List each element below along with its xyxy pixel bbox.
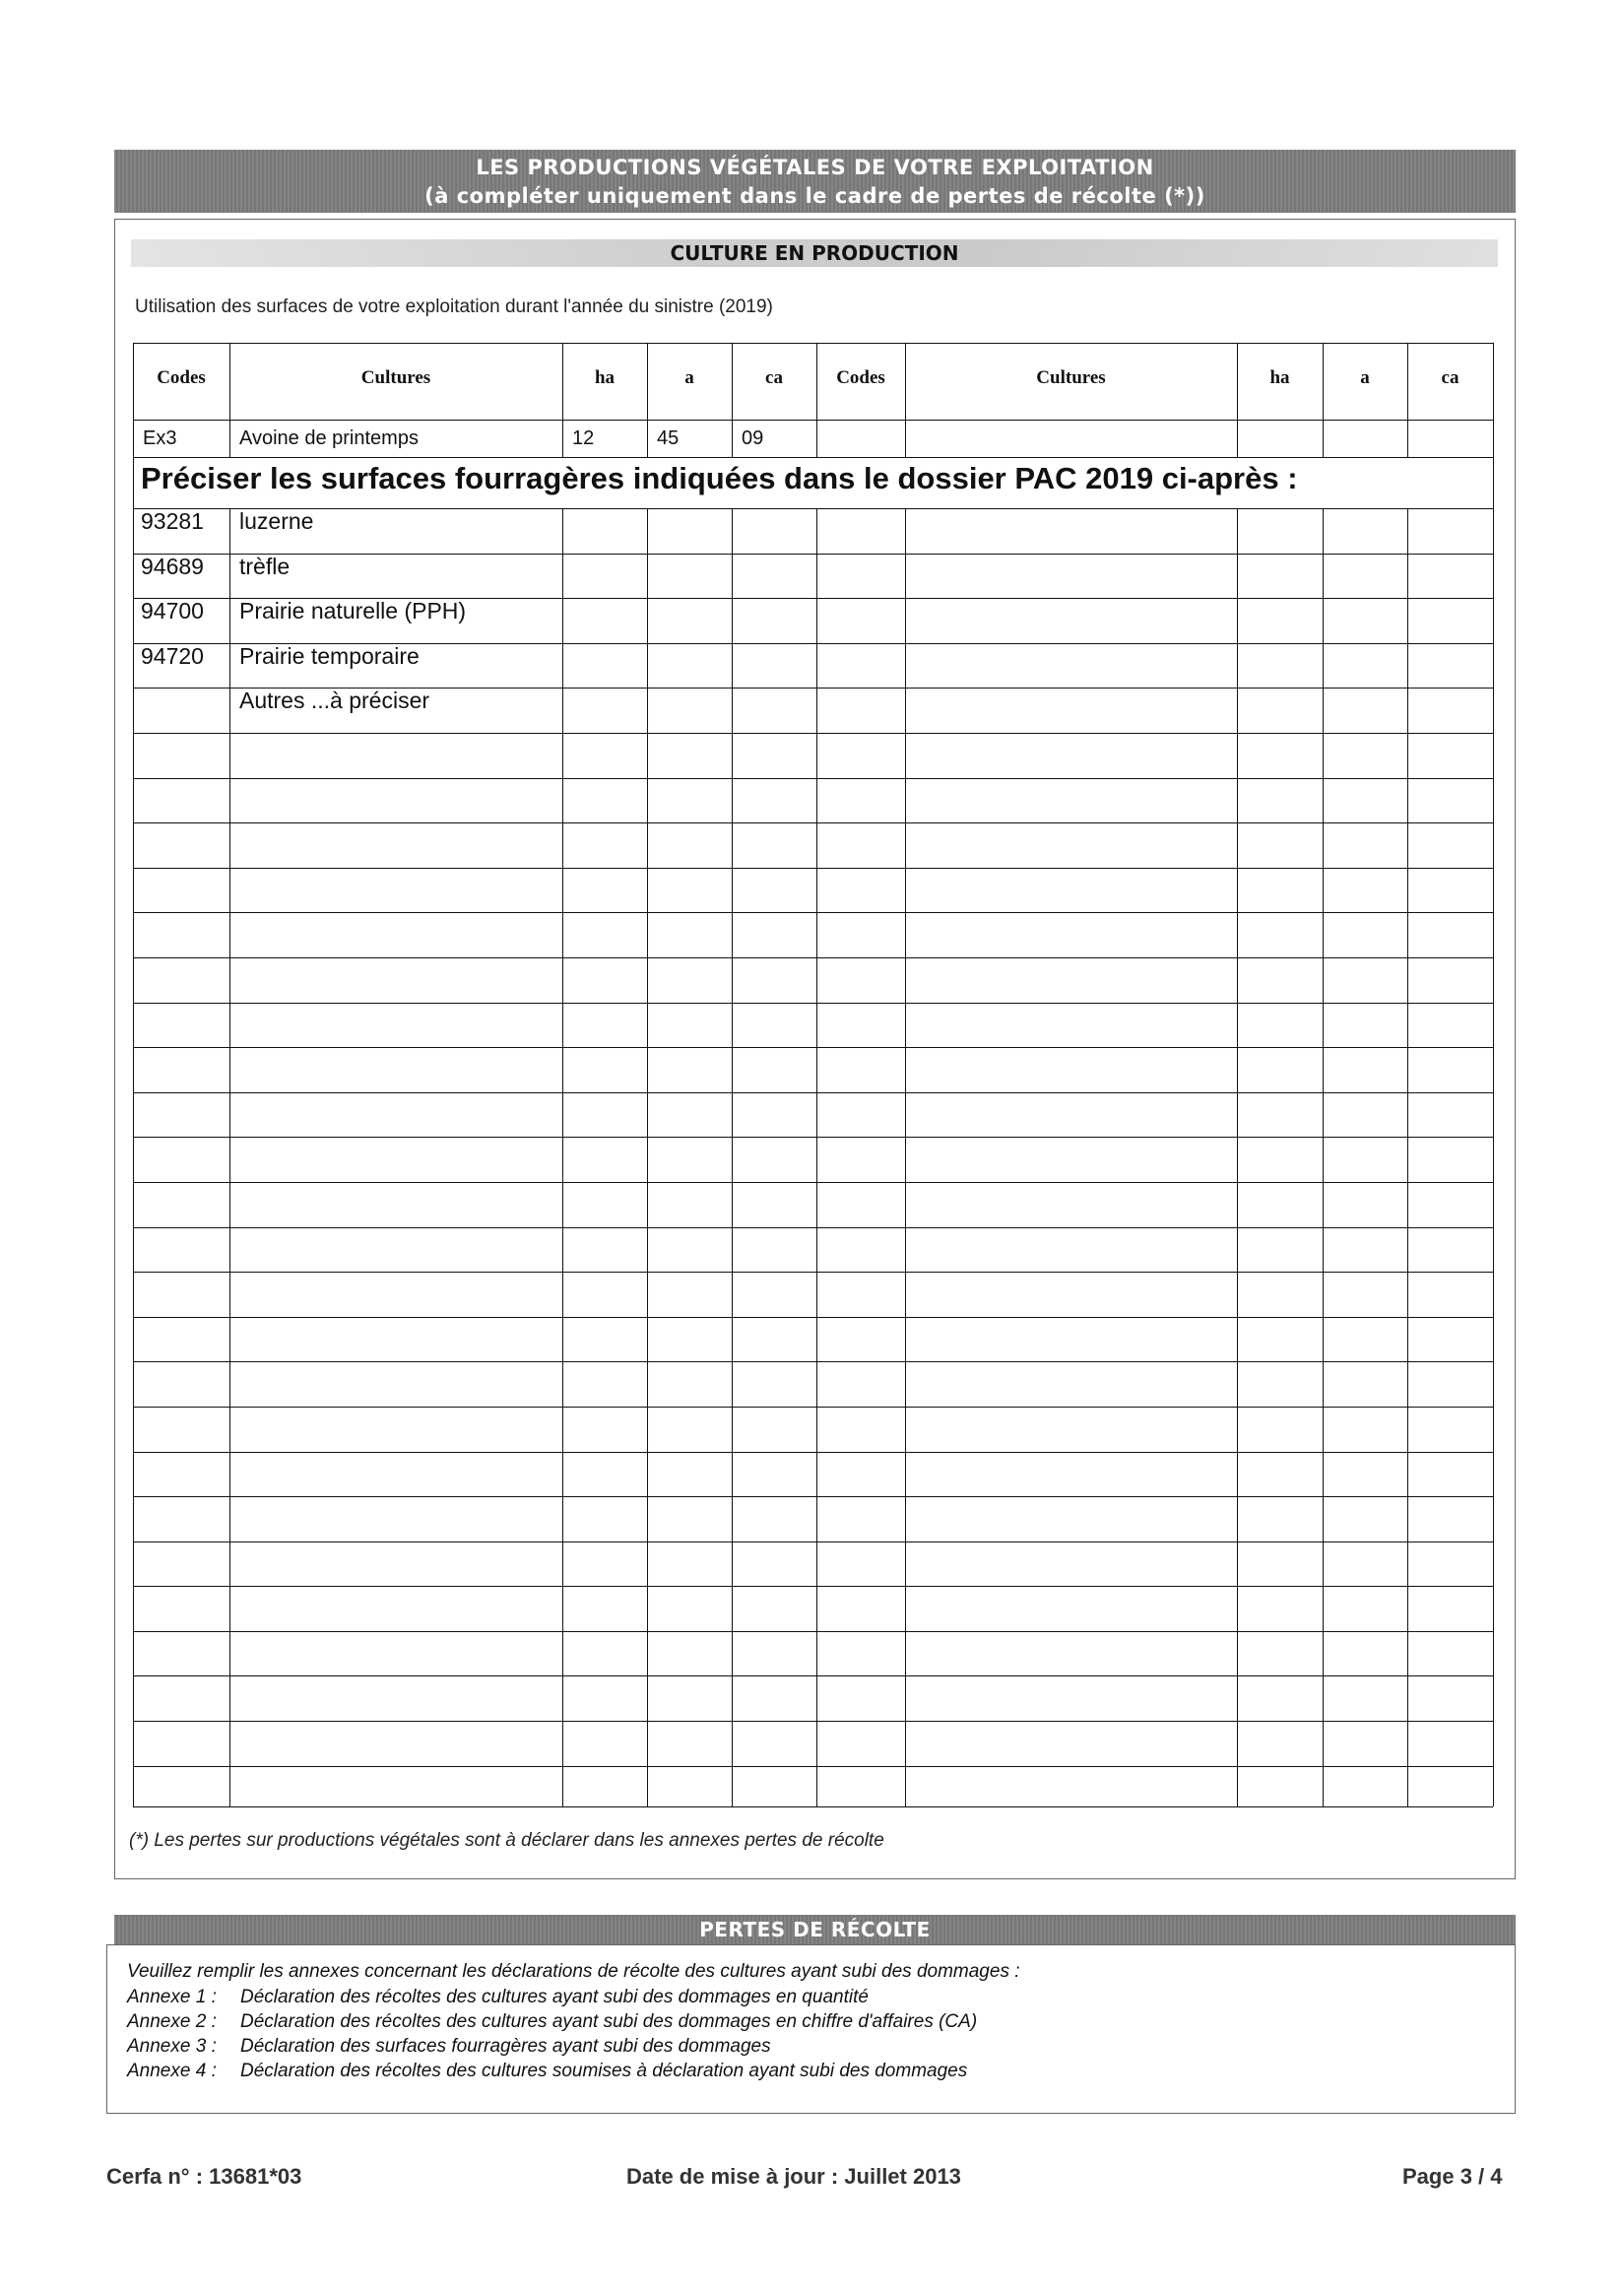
column-header-a: a <box>684 367 694 388</box>
table-grid-line <box>1493 343 1494 1806</box>
table-grid-line <box>133 643 1493 644</box>
annex-item <box>127 2061 967 2082</box>
column-header-ca-2: ca <box>1441 367 1459 388</box>
column-header-ha-2: ha <box>1269 367 1290 388</box>
table-grid-line <box>133 457 1493 458</box>
table-grid-line <box>1407 343 1408 457</box>
column-header-ca: ca <box>765 367 783 388</box>
table-grid-line <box>816 508 817 1806</box>
table-grid-line <box>133 1407 1493 1408</box>
column-header-codes: Codes <box>157 367 206 388</box>
pertes-section <box>106 1944 1516 2114</box>
annex-label: Annexe 3 : <box>127 2036 217 2057</box>
culture-table <box>133 343 1493 1806</box>
column-header-a-2: a <box>1360 367 1370 388</box>
example-ha: 12 <box>572 427 595 449</box>
fodder-code: 94689 <box>141 554 204 579</box>
culture-section-title: CULTURE EN PRODUCTION <box>131 239 1498 267</box>
fodder-culture: trèfle <box>239 554 291 579</box>
footnote: (*) Les pertes sur productions végétales sont à déclarer dans les annexes pertes de récolte <box>129 1830 884 1851</box>
table-grid-line <box>133 868 1493 869</box>
table-grid-line <box>133 1586 1493 1587</box>
table-grid-line <box>133 688 1493 689</box>
table-grid-line <box>133 1675 1493 1676</box>
cerfa-number: Cerfa n° : 13681*03 <box>106 2164 302 2189</box>
update-date: Date de mise à jour : Juillet 2013 <box>626 2164 961 2189</box>
fodder-code: 94720 <box>141 643 204 669</box>
banner-subtitle: (à compléter uniquement dans le cadre de pertes de récolte (*)) <box>424 184 1205 208</box>
table-grid-line <box>562 508 563 1806</box>
table-grid-line <box>133 957 1493 958</box>
table-grid-line <box>732 508 733 1806</box>
annex-label: Annexe 2 : <box>127 2011 217 2032</box>
fodder-code: 93281 <box>141 508 204 534</box>
column-header-cultures-2: Cultures <box>1036 367 1106 388</box>
table-grid-line <box>133 912 1493 913</box>
annex-text: Déclaration des récoltes des cultures ayant subi des dommages en chiffre d'affaires (CA) <box>240 2011 978 2032</box>
example-ca: 09 <box>742 427 764 449</box>
pac-notice: Préciser les surfaces fourragères indiquées dans le dossier PAC 2019 ci-après : <box>141 461 1298 495</box>
table-grid-line <box>647 508 648 1806</box>
annex-text: Déclaration des surfaces fourragères ayant subi des dommages <box>240 2036 771 2057</box>
example-code: Ex3 <box>143 427 177 449</box>
column-header-codes-2: Codes <box>836 367 885 388</box>
table-grid-line <box>905 508 906 1806</box>
table-grid-line <box>133 1317 1493 1318</box>
table-grid-line <box>133 1137 1493 1138</box>
fodder-code: 94700 <box>141 598 204 623</box>
table-grid-line <box>732 343 733 457</box>
fodder-culture: Prairie temporaire <box>239 643 420 669</box>
annex-label: Annexe 1 : <box>127 1987 217 2007</box>
table-grid-line <box>1237 508 1238 1806</box>
table-grid-line <box>905 343 906 457</box>
usage-instruction: Utilisation des surfaces de votre exploitation durant l'année du sinistre (2019) <box>135 296 773 317</box>
table-grid-line <box>133 554 1493 555</box>
table-grid-line <box>133 822 1493 823</box>
table-grid-line <box>133 598 1493 599</box>
table-grid-line <box>133 508 1493 509</box>
table-grid-line <box>133 1182 1493 1183</box>
section-banner-productions <box>114 150 1516 213</box>
table-grid-line <box>133 1452 1493 1453</box>
table-grid-line <box>562 343 563 457</box>
page-number: Page 3 / 4 <box>1402 2164 1503 2189</box>
table-grid-line <box>133 1806 1493 1807</box>
section-banner-pertes <box>114 1915 1516 1944</box>
annex-label: Annexe 4 : <box>127 2061 217 2081</box>
table-grid-line <box>133 1092 1493 1093</box>
table-grid-line <box>133 1227 1493 1228</box>
table-grid-line <box>1407 508 1408 1806</box>
column-header-ha: ha <box>594 367 616 388</box>
table-grid-line <box>133 420 1493 421</box>
table-grid-line <box>1237 343 1238 457</box>
table-grid-line <box>133 1721 1493 1722</box>
annex-item <box>127 1987 869 2008</box>
example-a: 45 <box>657 427 680 449</box>
table-grid-line <box>133 343 1493 344</box>
table-grid-line <box>133 1631 1493 1632</box>
table-grid-line <box>133 733 1493 734</box>
table-grid-line <box>133 778 1493 779</box>
annex-item <box>127 2036 771 2058</box>
table-grid-line <box>133 1003 1493 1004</box>
table-grid-line <box>647 343 648 457</box>
table-grid-line <box>133 1766 1493 1767</box>
table-grid-line <box>133 1361 1493 1362</box>
table-grid-line <box>133 1047 1493 1048</box>
table-grid-line <box>229 508 230 1806</box>
banner-title: LES PRODUCTIONS VÉGÉTALES DE VOTRE EXPLOITATION <box>476 156 1154 179</box>
table-grid-line <box>1323 343 1324 457</box>
annex-item <box>127 2011 977 2033</box>
fodder-culture: Autres ...à préciser <box>239 688 430 713</box>
pertes-intro: Veuillez remplir les annexes concernant les déclarations de récolte des cultures ayant subi des dommages : <box>127 1961 1020 1982</box>
fodder-culture: luzerne <box>239 508 314 534</box>
fodder-culture: Prairie naturelle (PPH) <box>239 598 467 623</box>
table-grid-line <box>229 343 230 457</box>
table-grid-line <box>133 343 134 1806</box>
table-grid-line <box>816 343 817 457</box>
column-header-cultures: Cultures <box>360 367 431 388</box>
annex-text: Déclaration des récoltes des cultures ayant subi des dommages en quantité <box>240 1987 869 2007</box>
annex-text: Déclaration des récoltes des cultures soumises à déclaration ayant subi des dommages <box>240 2061 968 2081</box>
table-grid-line <box>133 1496 1493 1497</box>
table-grid-line <box>133 1272 1493 1273</box>
table-grid-line <box>1323 508 1324 1806</box>
example-culture: Avoine de printemps <box>239 427 419 449</box>
pertes-title: PERTES DE RÉCOLTE <box>699 1918 931 1941</box>
